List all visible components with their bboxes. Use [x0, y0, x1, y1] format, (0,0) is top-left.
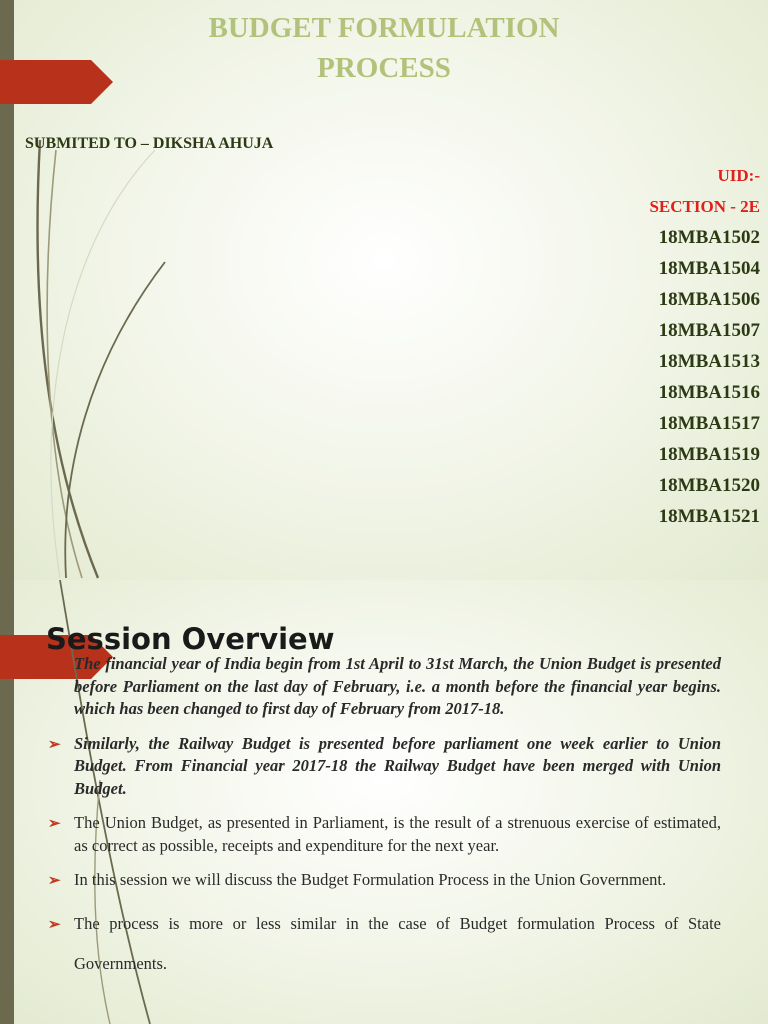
bullet-item: ➢ In this session we will discuss the Budget Formulation Process in the Union Government.: [48, 869, 721, 892]
student-id: 18MBA1513: [658, 351, 760, 372]
student-id: 18MBA1521: [658, 506, 760, 527]
student-id: 18MBA1507: [658, 320, 760, 341]
slide-title-text: [0, 8, 768, 88]
student-id-list: [649, 222, 760, 532]
bullet-item: The financial year of India begin from 1st April to 31st March, the Union Budget is presented before Parliament on the last day of February, i.e. a month before the financial year begins. which has been changed to first day of February from 2017-18.: [74, 654, 721, 718]
arrow-bullet-icon: ➢: [48, 816, 61, 832]
title-line-2: PROCESS: [317, 52, 451, 84]
student-id: 18MBA1502: [658, 227, 760, 248]
uid-label: UID:-: [717, 166, 760, 185]
title-line-1: BUDGET FORMULATION: [208, 12, 560, 44]
submitted-to: SUBMITED TO – DIKSHA AHUJA: [25, 135, 274, 152]
student-id: 18MBA1506: [658, 289, 760, 310]
section-label: SECTION - 2E: [649, 197, 760, 216]
overview-bullet-list: [48, 653, 721, 996]
arrow-bullet-icon: ➢: [48, 736, 61, 753]
section-heading: Session Overview: [46, 622, 335, 656]
student-id: 18MBA1517: [658, 413, 760, 434]
student-id: 18MBA1504: [658, 258, 760, 279]
student-id: 18MBA1516: [658, 382, 760, 403]
student-id: 18MBA1519: [658, 444, 760, 465]
bullet-item: ➢ The Union Budget, as presented in Parliament, is the result of a strenuous exercise of estimated, as correct as possible, receipts and expenditure for the next year.: [48, 813, 721, 855]
student-id: 18MBA1520: [658, 475, 760, 496]
arrow-bullet-icon: ➢: [48, 916, 61, 933]
bullet-item: ➢ The process is more or less similar in the case of Budget formulation Process of State Governments.: [48, 904, 721, 984]
bullet-item: ➢ Similarly, the Railway Budget is presented before parliament one week earlier to Union Budget. From Financial year 2017-18 the Railway Budget have been merged with Union Budget.: [48, 733, 721, 798]
uid-section-block: [649, 160, 760, 532]
arrow-bullet-icon: ➢: [48, 873, 61, 889]
slide-session-overview: [0, 580, 768, 1024]
